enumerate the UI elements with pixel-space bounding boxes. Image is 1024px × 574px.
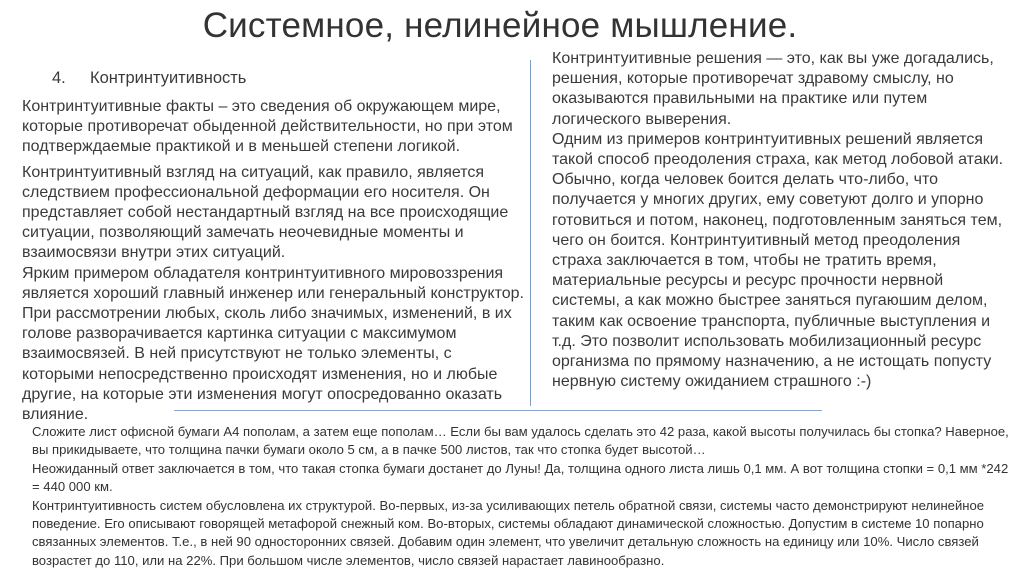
right-paragraph-example: Одним из примеров контринтуитивных решений является такой способ преодоления страха, как метод лобовой атаки. Обычно, когда человек боится делать что-либо, что получается у многих других, ему советуют долго и упорно готовиться и потом, наконец, подготовленным заняться тем, чего он боится. Контринтуитивный метод преодоления страха заключается в том, чтобы не тратить время, материальные ресурсы и ресурс прочности нервной системы, а как можно быстрее заняться пугаюшим делом, таким как освоение транспорта, публичные выступления и т.д. Это позволит использовать мобилизационный ресурс организма по прямому назначению, а не истощать попусту нервную систему ожиданием страшного :-) (552, 130, 1004, 391)
left-paragraph-definition: Контринтуитивные факты – это сведения об окружающем мире, которые противоречат обыденной действительности, но при этом подтверждаемые практикой и в меньшей степени логикой. (22, 98, 513, 156)
bottom-paragraph-paper: Сложите лист офисной бумаги А4 пополам, а затем еще пополам… Если бы вам удалось сделать это 42 раза, какой высоты получилась бы стопка? Наверное, вы прикидываете, что толщина пачки бумаги около 5 см, а в пачке 500 листов, так что стопка будет высотой… (32, 424, 1009, 458)
section-number: 4. (52, 69, 66, 87)
right-paragraph-definition: Контринтуитивные решения — это, как вы уже догадались, решения, которые противоречат здравому смыслу, но оказываются правильными на практике или путем логического выверения. (552, 50, 994, 128)
section-heading (52, 66, 527, 90)
left-paragraph-view: Контринтуитивный взгляд на ситуаций, как правило, является следствием профессиональной деформации его носителя. Он представляет собой нестандартный взгляд на все происходящие ситуации, позволяющий замечать неочевидные моменты и взаимосвязи внутри этих ситуаций. (22, 163, 509, 262)
left-column (22, 66, 527, 425)
bottom-paragraph-answer: Неожиданный ответ заключается в том, что такая стопка бумаги достанет до Луны! Да, толщина одного листа лишь 0,1 мм. А вот толщина стопки = 0,1 мм *242 = 440 000 км. (32, 460, 1009, 495)
horizontal-divider (174, 410, 822, 411)
right-column (552, 49, 1012, 392)
page-title: Системное, нелинейное мышление. (202, 6, 798, 45)
vertical-divider (530, 60, 531, 406)
bottom-text-block (32, 423, 1017, 570)
bottom-paragraph-systems: Контринтуитивность систем обусловлена их структурой. Во-первых, из-за усиливающих петель обратной связи, системы часто демонстрируют нелинейное поведение. Его описывают говорящей метафорой снежный ком. Во-вторых, системы обладают динамической сложностью. Допустим в системе 10 попарно связанных элементов. Т.е., в ней 90 односторонних связей. Добавим один элемент, что увеличит детальную сложность на единицу или 10%. Число связей возрастет до 110, или на 22%. При большом числе элементов, число связей нарастает лавинообразно. (32, 497, 985, 568)
left-paragraph-example: Ярким примером обладателя контринтуитивного мировоззрения является хороший главный инженер или генеральный конструктор. При рассмотрении любых, сколь либо значимых, изменений, в их голове разворачивается картинка ситуации с максимумом взаимосвязей. В ней присутствуют не только элементы, с которыми непосредственно происходят изменения, но и любые другие, на которые эти изменения могут опосредованно оказать влияние. (22, 264, 524, 424)
section-heading-text: Контринтуитивность (90, 69, 247, 87)
